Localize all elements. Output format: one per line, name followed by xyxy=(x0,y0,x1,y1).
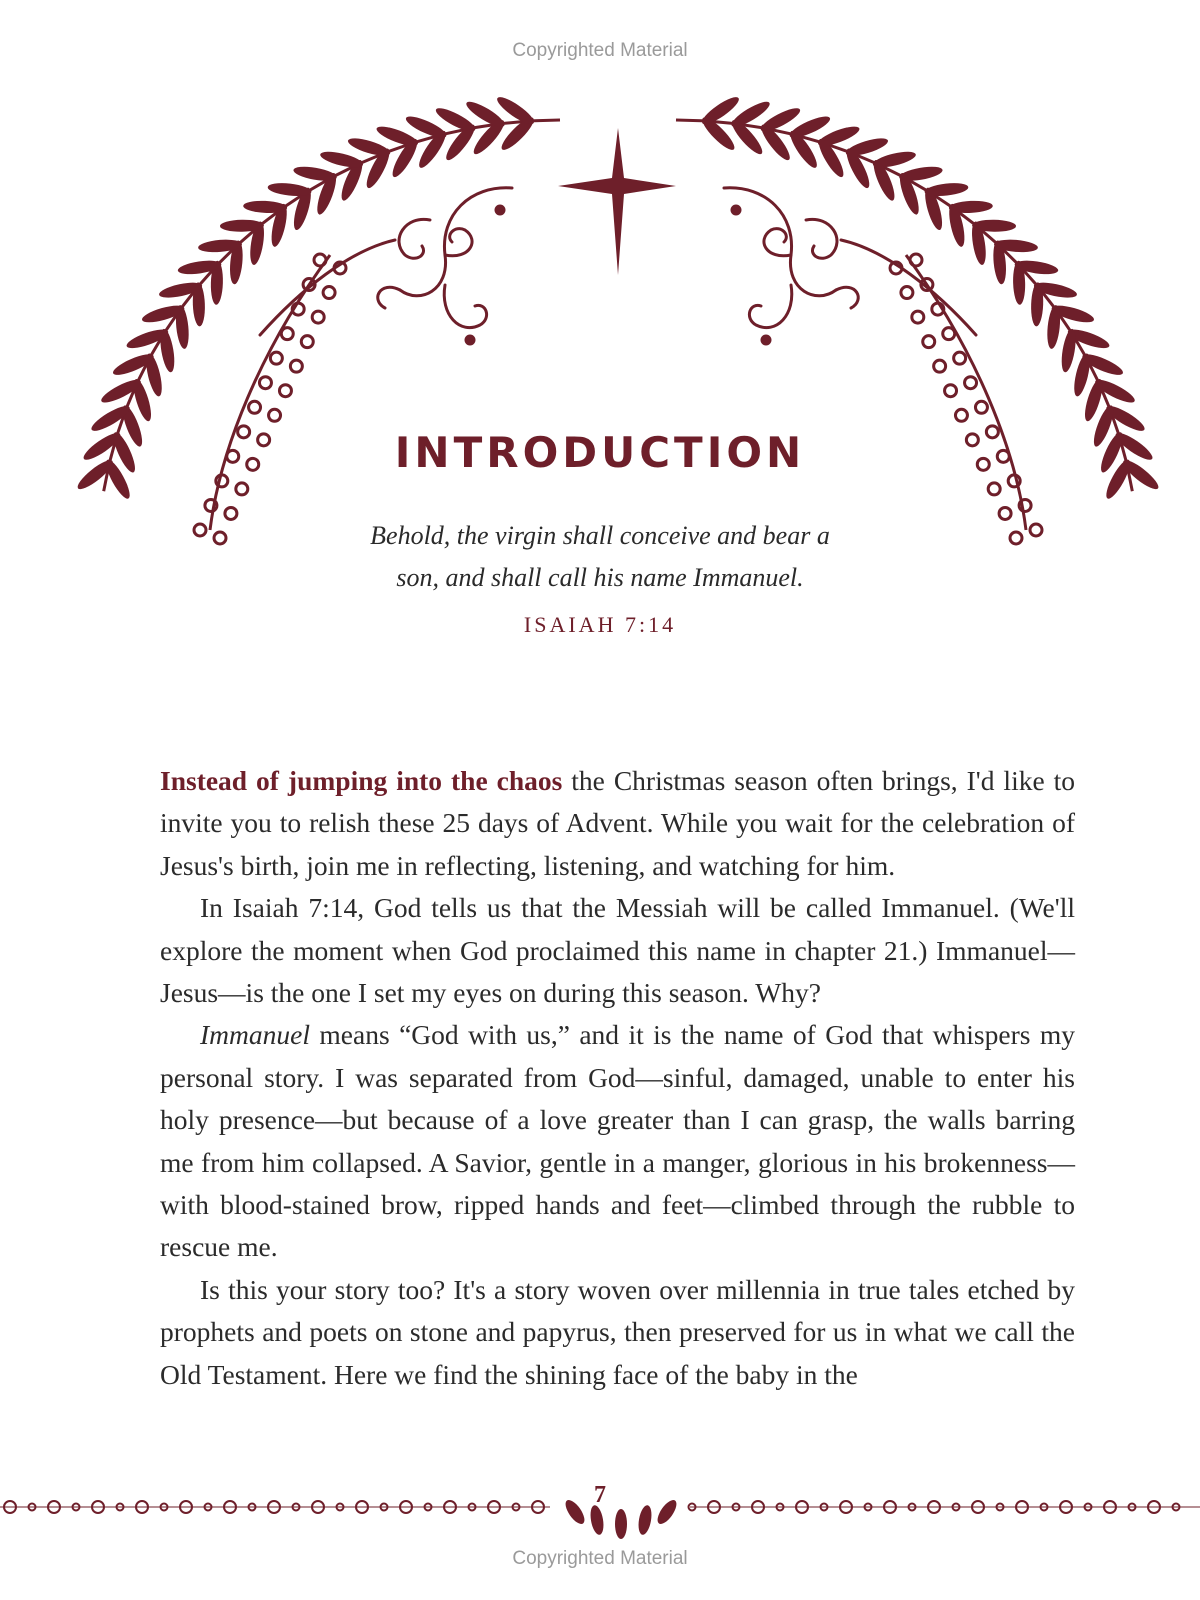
paragraph-1-text: the Christmas season often brings, I'd like to invite you to relish these 25 days of Advent. While you wait for the celebration of Jesus's birth, join me in reflecting, listening, and watching for him. xyxy=(160,765,1076,881)
epigraph xyxy=(300,515,900,599)
epigraph-line-1: Behold, the virgin shall conceive and bear a xyxy=(370,521,830,550)
paragraph-3-text: means “God with us,” and it is the name of God that whispers my personal story. I was separated from God—sinful, damaged, unable to enter his holy presence—but because of a love greater than I can grasp, the walls barring me from him collapsed. A Savior, gentle in a manger, glorious in his brokenness—with blood-stained brow, ripped hands and feet—climbed through the rubble to rescue me. xyxy=(160,1019,1075,1263)
epigraph-reference: ISAIAH 7:14 xyxy=(523,612,677,637)
paragraph-1 xyxy=(160,760,1075,887)
lead-in-phrase: Instead of jumping into the chaos xyxy=(160,765,563,796)
paragraph-3 xyxy=(160,1014,1075,1268)
watermark-top: Copyrighted Material xyxy=(512,40,688,61)
italic-term: Immanuel xyxy=(200,1019,310,1051)
watermark-bottom: Copyrighted Material xyxy=(512,1548,688,1569)
chapter-title: INTRODUCTION xyxy=(394,428,806,477)
paragraph-2: In Isaiah 7:14, God tells us that the Messiah will be called Immanuel. (We'll explore the moment when God proclaimed this name in chapter 21.) Immanuel—Jesus—is the one I set my eyes on during this season. Why? xyxy=(160,892,1075,1009)
epigraph-line-2: son, and shall call his name Immanuel. xyxy=(396,563,804,592)
body-text xyxy=(160,760,1075,1396)
paragraph-4: Is this your story too? It's a story woven over millennia in true tales etched by prophets and poets on stone and papyrus, then preserved for us in what we call the Old Testament. Here we find the shining face of the baby in the xyxy=(160,1273,1075,1390)
header-ornament xyxy=(0,90,1200,560)
page-number: 7 xyxy=(594,1482,606,1508)
star-icon xyxy=(558,128,676,275)
